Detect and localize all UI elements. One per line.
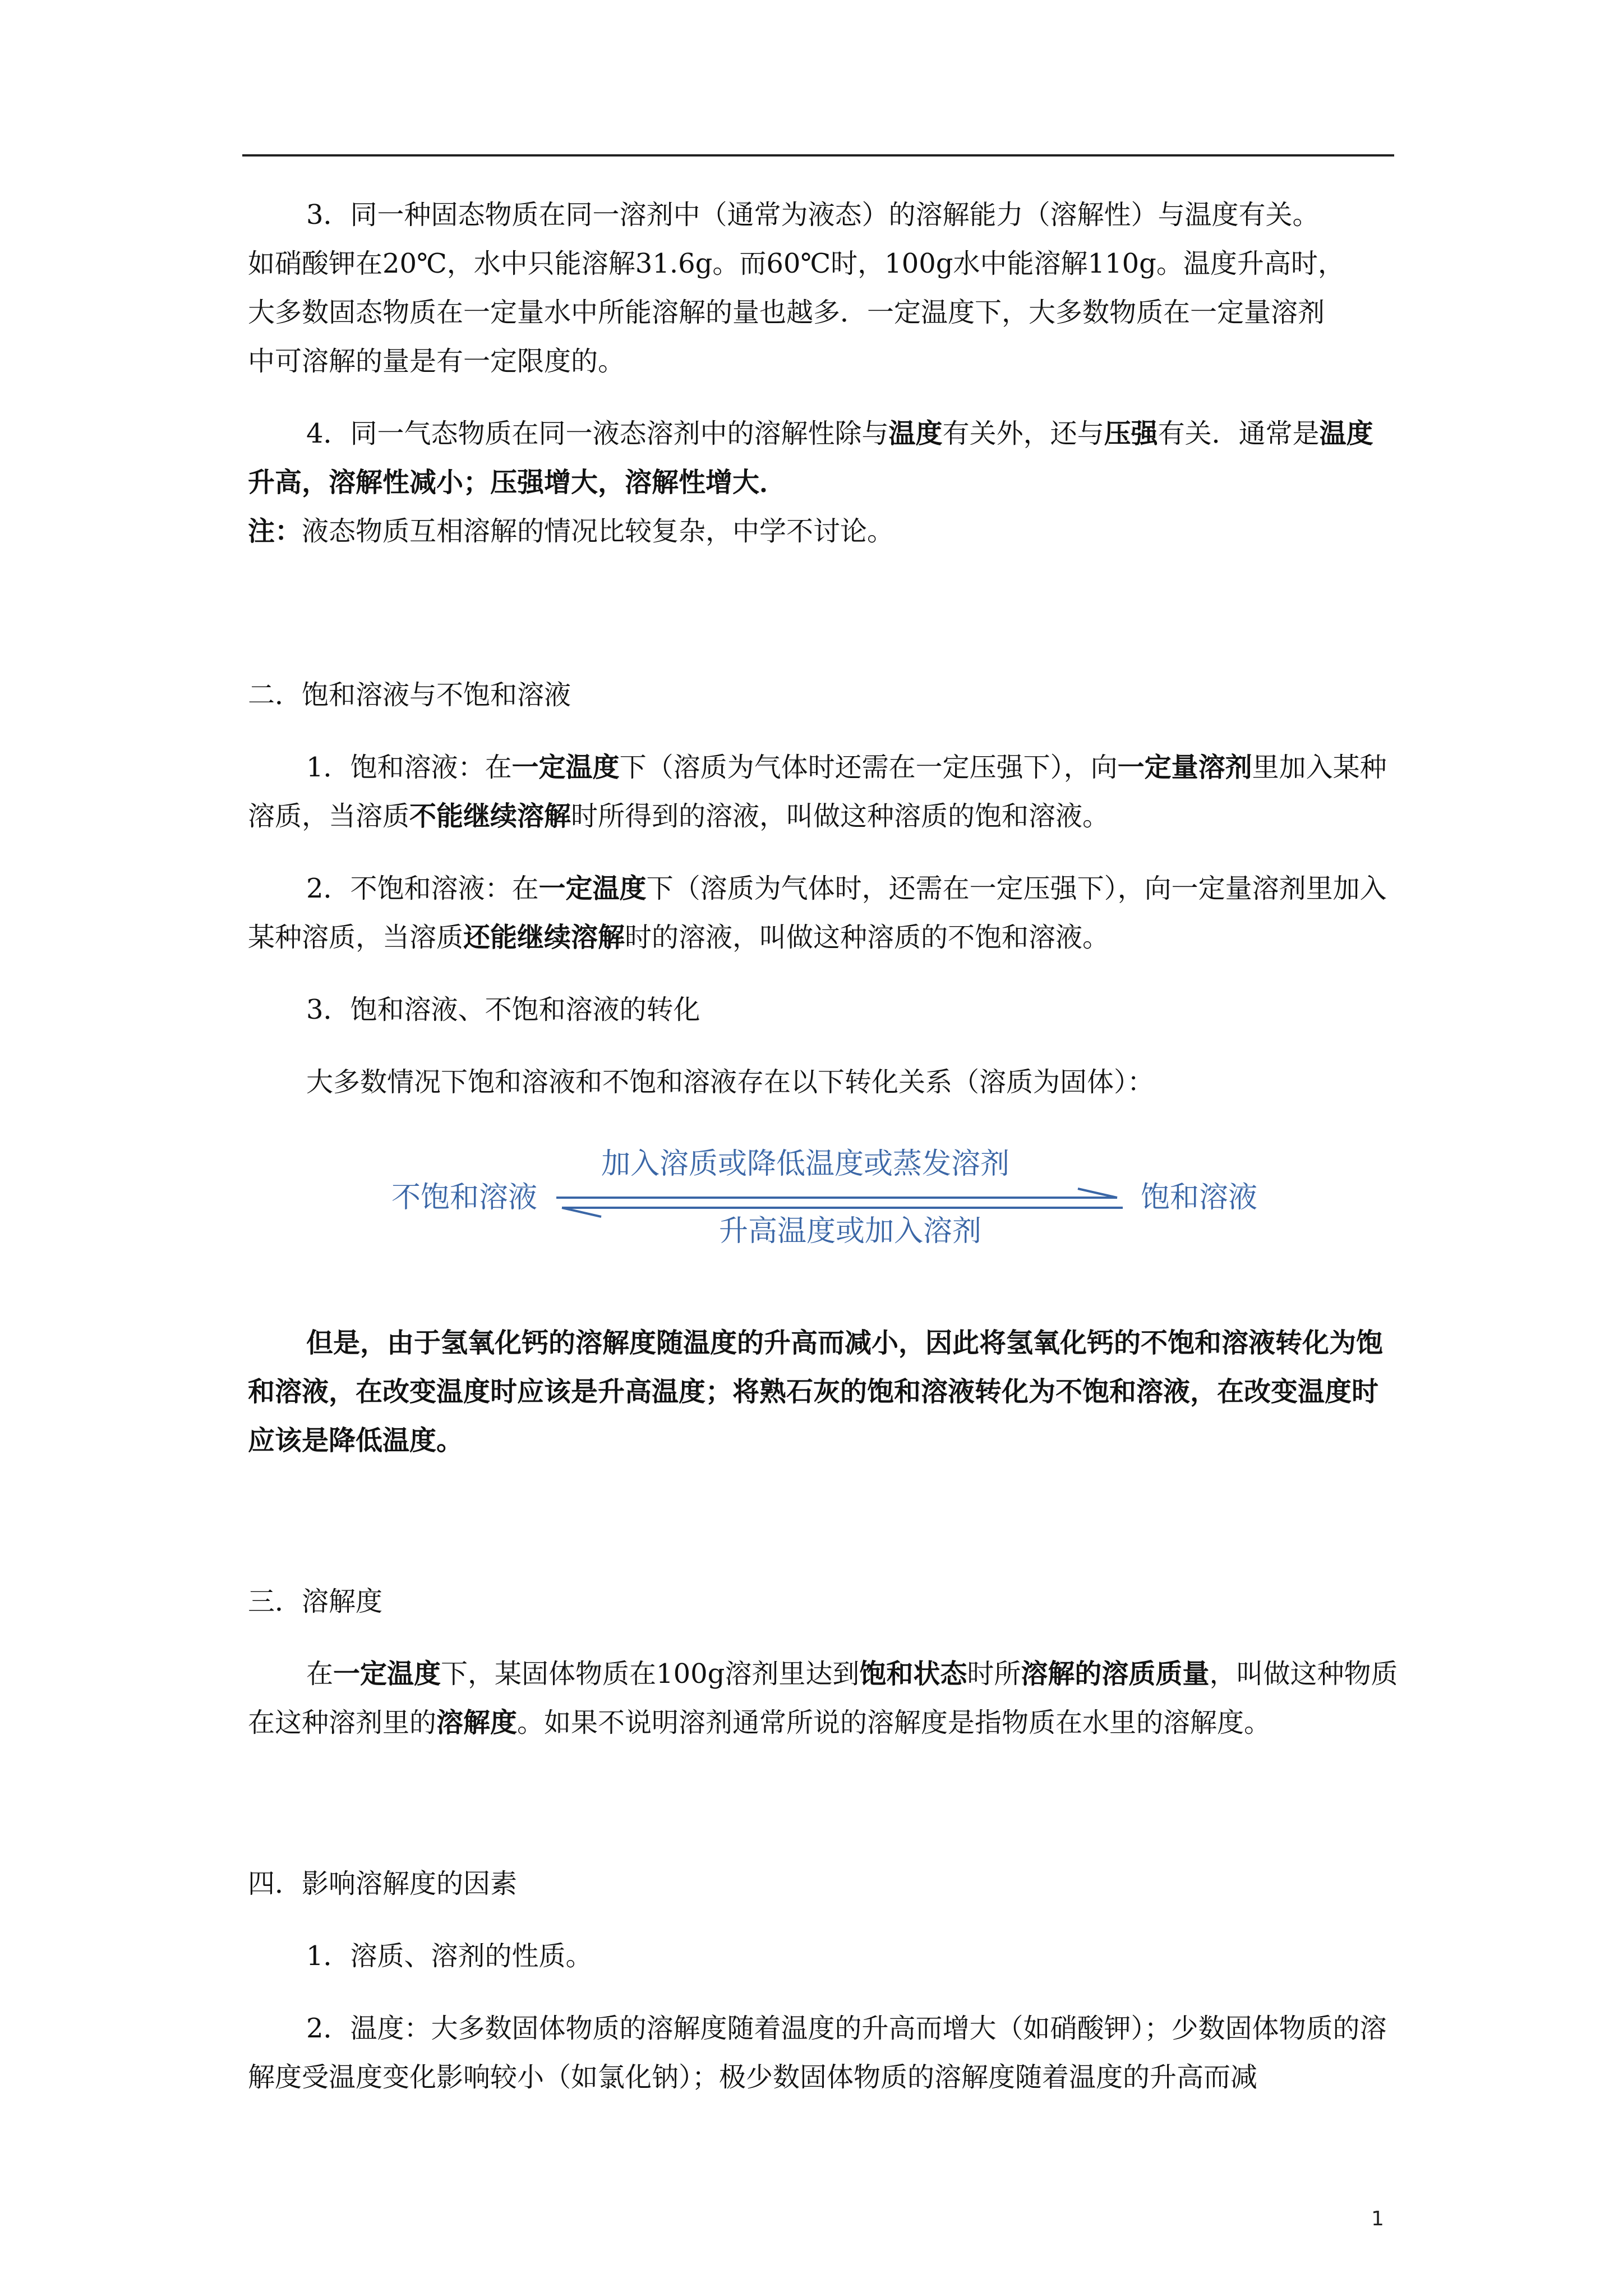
text: 下（溶质为气体时还需在一定压强下），向 bbox=[619, 752, 1118, 783]
paragraph-conversion-title: 3．饱和溶液、不饱和溶液的转化 bbox=[306, 994, 700, 1025]
bold-text: 压强 bbox=[1104, 418, 1158, 449]
text: 时的溶液，叫做这种溶质的不饱和溶液。 bbox=[625, 922, 1110, 953]
bold-text: 溶解度 bbox=[436, 1707, 518, 1738]
text: 时所得到的溶液，叫做这种溶质的饱和溶液。 bbox=[571, 800, 1110, 832]
text: 如硝酸钾在20℃，水中只能溶解31.6g。而60℃时，100g水中能溶解110g。温度升高时， bbox=[248, 248, 1345, 279]
header-rule bbox=[242, 154, 1394, 157]
paragraph-unsaturated-def bbox=[248, 864, 1400, 962]
note-label: 注： bbox=[248, 516, 302, 547]
note bbox=[248, 507, 1400, 556]
paragraph-saturated-def bbox=[248, 743, 1400, 841]
diagram-left-label: 不饱和溶液 bbox=[391, 1181, 538, 1214]
text: ，叫做这种物质在这种溶剂里的 bbox=[248, 1658, 1398, 1738]
bold-text: 溶解的溶质质量 bbox=[1021, 1658, 1210, 1690]
note-text: 液态物质互相溶解的情况比较复杂，中学不讨论。 bbox=[302, 516, 895, 547]
bold-text: 饱和状态 bbox=[859, 1658, 967, 1690]
text: 里加入某种溶质，当溶质 bbox=[248, 752, 1387, 832]
equilibrium-arrows-icon bbox=[551, 1185, 1128, 1219]
text: 时所 bbox=[967, 1658, 1021, 1690]
bold-text: 一定量溶剂 bbox=[1117, 752, 1252, 783]
paragraph-solid-solubility bbox=[248, 191, 1400, 386]
text: 1．饱和溶液：在 bbox=[306, 752, 512, 783]
bold-text: 温度 bbox=[888, 418, 943, 449]
bold-text: 一定温度 bbox=[511, 752, 620, 783]
bold-text: 温度升高，溶解性减小；压强增大，溶解性增大． bbox=[248, 418, 1373, 498]
bold-text: 一定温度 bbox=[538, 873, 647, 904]
text: 4．同一气态物质在同一液态溶剂中的溶解性除与 bbox=[306, 418, 889, 449]
text: 下（溶质为气体时，还需在一定压强下），向一定量溶剂里加入某种溶质，当溶质 bbox=[248, 873, 1387, 953]
paragraph-gas-solubility bbox=[248, 409, 1400, 507]
document-body bbox=[248, 191, 1400, 2102]
text: 2．不饱和溶液：在 bbox=[306, 873, 539, 904]
conversion-diagram bbox=[248, 1134, 1400, 1263]
text: 下，某固体物质在100g溶剂里达到 bbox=[441, 1658, 860, 1690]
text: 有关．通常是 bbox=[1158, 418, 1320, 449]
bold-text: 还能继续溶解 bbox=[463, 922, 625, 953]
bold-text: 不能继续溶解 bbox=[409, 800, 571, 832]
text: 在 bbox=[306, 1658, 334, 1690]
diagram-bottom-label: 升高温度或加入溶剂 bbox=[719, 1214, 982, 1248]
text: 中可溶解的量是有一定限度的。 bbox=[248, 346, 625, 377]
page-number: 1 bbox=[1371, 2207, 1384, 2230]
paragraph-calcium-hydroxide: 但是，由于氢氧化钙的溶解度随温度的升高而减小，因此将氢氧化钙的不饱和溶液转化为饱和溶液，在改变温度时应该是升高温度；将熟石灰的饱和溶液转化为不饱和溶液，在改变温度时应该是降低温度。 bbox=[248, 1327, 1384, 1456]
text: 大多数固态物质在一定量水中所能溶解的量也越多．一定温度下，大多数物质在一定量溶剂 bbox=[248, 297, 1325, 328]
text: 有关外，还与 bbox=[942, 418, 1104, 449]
paragraph-factor-temperature: 2．温度：大多数固体物质的溶解度随着温度的升高而增大（如硝酸钾）；少数固体物质的溶解度受温度变化影响较小（如氯化钠）；极少数固体物质的溶解度随着温度的升高而减 bbox=[248, 2013, 1387, 2093]
diagram-top-label: 加入溶质或降低温度或蒸发溶剂 bbox=[601, 1147, 1010, 1181]
bold-text: 一定温度 bbox=[333, 1658, 441, 1690]
section-heading-solubility: 三．溶解度 bbox=[248, 1586, 383, 1617]
paragraph-conversion-intro: 大多数情况下饱和溶液和不饱和溶液存在以下转化关系（溶质为固体）： bbox=[306, 1066, 1155, 1098]
paragraph-factor-nature: 1．溶质、溶剂的性质。 bbox=[306, 1940, 593, 1972]
paragraph-solubility-def bbox=[248, 1650, 1400, 1747]
text: 3．同一种固态物质在同一溶剂中（通常为液态）的溶解能力（溶解性）与温度有关。 bbox=[306, 199, 1320, 231]
diagram-right-label: 饱和溶液 bbox=[1141, 1181, 1258, 1214]
section-heading-saturated: 二．饱和溶液与不饱和溶液 bbox=[248, 679, 571, 711]
section-heading-factors: 四．影响溶解度的因素 bbox=[248, 1868, 518, 1899]
text: 。如果不说明溶剂通常所说的溶解度是指物质在水里的溶解度。 bbox=[517, 1707, 1271, 1738]
